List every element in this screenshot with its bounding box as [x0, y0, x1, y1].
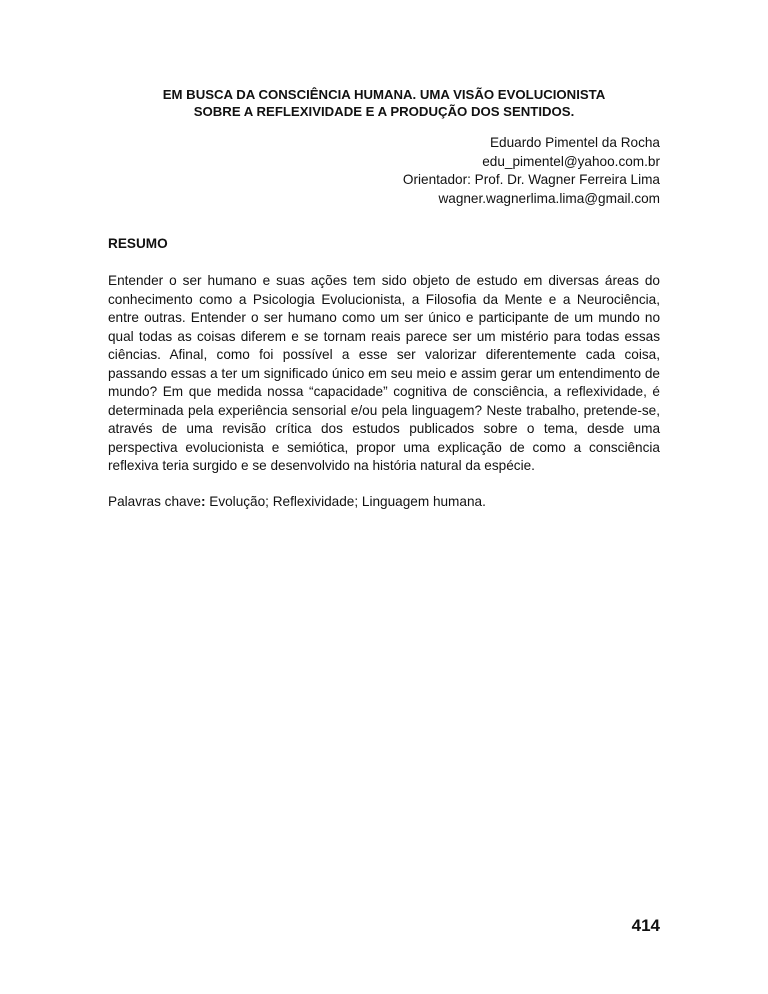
- keywords-label: Palavras chave: [108, 493, 201, 509]
- abstract-text: Entender o ser humano e suas ações tem sido objeto de estudo em diversas áreas do conhecimento como a Psicologia Evolucionista, a Filosofia da Mente e a Neurociência, entre outras. Entender o ser humano como um ser único e participante de um mundo no qual todas as coisas diferem e se tornam reais parece ser um mistério para todas essas ciências. Afinal, como foi possível a esse ser valorizar diferentemente cada coisa, passando essas a ter um significado único em seu meio e assim gerar um entendimento de mundo? Em que medida nossa “capacidade” cognitiva de consciência, a reflexividade, é determinada pela experiência sensorial e/ou pela linguagem? Neste trabalho, pretende-se, através de uma revisão crítica dos estudos publicados sobre o tema, desde uma perspectiva evolucionista e semiótica, propor uma explicação de como a consciência reflexiva teria surgido e se desenvolvido na história natural da espécie.: [108, 273, 660, 473]
- advisor-name: Orientador: Prof. Dr. Wagner Ferreira Lima: [402, 172, 660, 187]
- abstract-heading: RESUMO: [108, 236, 168, 251]
- page-number: 414: [631, 916, 660, 935]
- keywords-line: [108, 493, 660, 512]
- paper-page: [108, 86, 660, 511]
- title-line-1: EM BUSCA DA CONSCIÊNCIA HUMANA. UMA VISÃO EVOLUCIONISTA: [162, 87, 606, 102]
- keywords-values: Evolução; Reflexividade; Linguagem humana.: [205, 493, 486, 509]
- paper-title: [108, 86, 660, 120]
- keywords-colon: :: [200, 493, 206, 509]
- author-name: Eduardo Pimentel da Rocha: [489, 135, 660, 150]
- advisor-email: wagner.wagnerlima.lima@gmail.com: [438, 190, 660, 206]
- author-email: edu_pimentel@yahoo.com.br: [482, 153, 660, 169]
- title-line-2: SOBRE A REFLEXIVIDADE E A PRODUÇÃO DOS SENTIDOS.: [193, 104, 575, 119]
- author-block: [108, 134, 660, 208]
